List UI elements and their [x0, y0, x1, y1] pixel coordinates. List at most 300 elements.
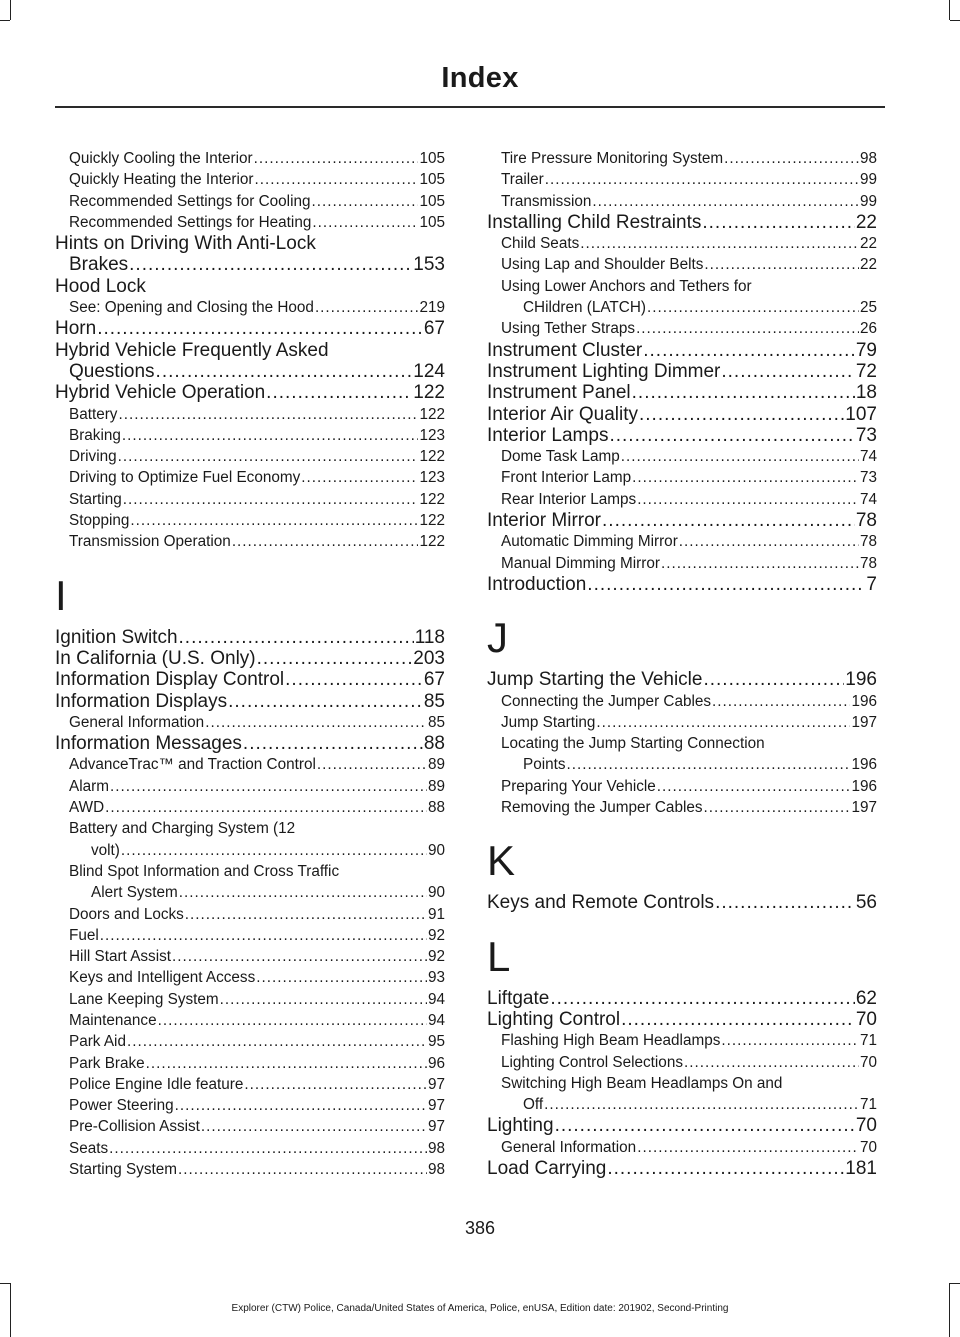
leader-dots: [257, 648, 413, 669]
index-subentry[interactable]: [55, 776, 445, 797]
page-number: 386: [464, 1218, 496, 1238]
entry-page-number[interactable]: 62: [855, 987, 877, 1009]
entry-label: Jump Starting the Vehicle: [487, 669, 703, 691]
entry-label: Flashing High Beam Headlamps: [501, 1032, 721, 1050]
entry-page-number[interactable]: 196: [845, 669, 877, 691]
entry-page-number[interactable]: 196: [851, 777, 877, 795]
entry-label: Park Aid: [69, 1033, 126, 1051]
leader-dots: [172, 946, 427, 967]
entry-label: Connecting the Jumper Cables: [501, 692, 712, 710]
index-entry[interactable]: [55, 669, 445, 690]
leader-dots: [179, 882, 427, 903]
index-subentry[interactable]: [487, 191, 877, 212]
entry-label: Lane Keeping System: [69, 990, 219, 1008]
leader-dots: [285, 669, 423, 690]
entry-label: Lighting: [487, 1115, 554, 1137]
leader-dots: [679, 531, 859, 552]
entry-page-number[interactable]: 105: [419, 150, 445, 167]
entry-label: Brakes: [69, 254, 129, 276]
leader-dots: [175, 1095, 427, 1116]
leader-dots: [122, 425, 419, 446]
index-subentry[interactable]: [55, 531, 445, 552]
entry-label: Alarm: [69, 777, 109, 795]
entry-label: Quickly Cooling the Interior: [69, 150, 253, 167]
index-subentry[interactable]: [55, 489, 445, 510]
entry-page-number[interactable]: 72: [855, 360, 877, 382]
leader-dots: [311, 191, 418, 212]
index-subentry[interactable]: [55, 754, 445, 775]
index-subentry[interactable]: [55, 712, 445, 733]
index-subentry[interactable]: [55, 967, 445, 988]
leader-dots: [661, 553, 859, 574]
leader-dots: [266, 382, 412, 403]
entry-page-number[interactable]: 78: [859, 554, 877, 572]
entry-page-number[interactable]: 22: [855, 211, 877, 233]
entry-label: Transmission: [501, 192, 592, 210]
leader-dots: [607, 1158, 844, 1179]
index-subentry[interactable]: [487, 797, 877, 818]
page-title: Index: [441, 62, 519, 94]
entry-label: Pre-Collision Assist: [69, 1118, 200, 1136]
entry-page-number[interactable]: 122: [419, 533, 445, 551]
index-entry[interactable]: [487, 1009, 877, 1030]
entry-page-number[interactable]: 74: [859, 448, 877, 466]
leader-dots: [317, 754, 427, 775]
entry-label-line1: Locating the Jump Starting Connection: [501, 735, 765, 753]
entry-label: Points: [523, 756, 566, 774]
index-entry[interactable]: [487, 510, 877, 531]
entry-page-number[interactable]: 107: [845, 403, 877, 425]
entry-page-number[interactable]: 97: [427, 1118, 445, 1136]
entry-label-line2: [69, 882, 445, 903]
entry-page-number[interactable]: 93: [427, 969, 445, 987]
index-subentry[interactable]: [55, 904, 445, 925]
index-subentry[interactable]: [55, 446, 445, 467]
index-subentry[interactable]: [55, 1116, 445, 1137]
entry-label: Alert System: [91, 884, 178, 902]
entry-page-number[interactable]: 123: [419, 469, 445, 487]
index-entry[interactable]: [55, 691, 445, 712]
leader-dots: [105, 797, 427, 818]
index-entry[interactable]: [487, 892, 877, 913]
entry-page-number[interactable]: 70: [855, 1008, 877, 1030]
entry-label: Driving: [69, 448, 117, 466]
leader-dots: [301, 467, 418, 488]
entry-label: Transmission Operation: [69, 533, 231, 551]
entry-page-number[interactable]: 67: [423, 318, 445, 340]
entry-page-number[interactable]: 22: [859, 256, 877, 274]
entry-label: Installing Child Restraints: [487, 211, 702, 233]
entry-label: In California (U.S. Only): [55, 647, 256, 669]
leader-dots: [592, 191, 859, 212]
entry-page-number[interactable]: 26: [859, 320, 877, 338]
entry-page-number[interactable]: 74: [859, 490, 877, 508]
entry-label-line2: [69, 840, 445, 861]
section-letter: J: [487, 614, 508, 662]
leader-dots: [567, 754, 851, 775]
index-subentry[interactable]: [55, 1074, 445, 1095]
entry-page-number[interactable]: 67: [423, 669, 445, 691]
index-entry[interactable]: [55, 233, 445, 276]
entry-page-number[interactable]: 118: [414, 626, 445, 648]
entry-page-number[interactable]: 78: [855, 510, 877, 532]
entry-page-number[interactable]: 96: [427, 1054, 445, 1072]
entry-page-number[interactable]: 97: [427, 1075, 445, 1093]
leader-dots: [205, 712, 427, 733]
index-entry[interactable]: [487, 425, 877, 446]
leader-dots: [544, 1094, 859, 1115]
entry-page-number[interactable]: 123: [419, 426, 445, 444]
index-subentry[interactable]: [487, 712, 877, 733]
leader-dots: [109, 1138, 427, 1159]
entry-page-number[interactable]: 88: [423, 733, 445, 755]
entry-label-line1: Hybrid Vehicle Frequently Asked: [55, 339, 329, 361]
index-subentry[interactable]: [487, 1073, 877, 1116]
leader-dots: [637, 489, 859, 510]
leader-dots: [703, 669, 844, 690]
index-subentry[interactable]: [487, 169, 877, 190]
leader-dots: [256, 967, 427, 988]
entry-page-number[interactable]: 98: [427, 1161, 445, 1179]
index-entry[interactable]: [487, 340, 877, 361]
entry-label: Quickly Heating the Interior: [69, 171, 254, 189]
entry-label: Recommended Settings for Cooling: [69, 192, 311, 210]
entry-label: Hybrid Vehicle Operation: [55, 382, 266, 404]
index-subentry[interactable]: [487, 776, 877, 797]
entry-page-number[interactable]: 153: [413, 254, 445, 276]
section-letter: L: [487, 932, 511, 980]
entry-label: Keys and Remote Controls: [487, 892, 715, 914]
entry-label: Keys and Intelligent Access: [69, 969, 256, 987]
footer-edition-info: Explorer (CTW) Police, Canada/United States of America, Police, enUSA, Edition date: 201902, Second-Printing: [231, 1303, 729, 1314]
leader-dots: [545, 169, 859, 190]
entry-label: Seats: [69, 1139, 109, 1157]
entry-page-number[interactable]: 70: [859, 1053, 877, 1071]
leader-dots: [704, 797, 851, 818]
entry-page-number[interactable]: 99: [859, 171, 877, 189]
index-subentry[interactable]: [487, 691, 877, 712]
entry-label: Load Carrying: [487, 1157, 607, 1179]
leader-dots: [146, 1053, 427, 1074]
index-subentry[interactable]: [55, 148, 445, 169]
entry-page-number[interactable]: 98: [427, 1139, 445, 1157]
entry-page-number[interactable]: 89: [427, 756, 445, 774]
index-subentry[interactable]: [55, 1095, 445, 1116]
entry-page-number[interactable]: 203: [413, 647, 445, 669]
index-entry[interactable]: [55, 733, 445, 754]
index-subentry[interactable]: [55, 989, 445, 1010]
index-entry[interactable]: [487, 1115, 877, 1136]
index-subentry[interactable]: [55, 1138, 445, 1159]
entry-page-number[interactable]: 122: [419, 512, 445, 530]
leader-dots: [636, 318, 859, 339]
entry-label: Lighting Control: [487, 1008, 621, 1030]
leader-dots: [632, 467, 859, 488]
entry-page-number[interactable]: 105: [419, 213, 445, 231]
index-subentry[interactable]: [55, 297, 445, 318]
entry-page-number[interactable]: 18: [855, 382, 877, 404]
leader-dots: [254, 148, 419, 169]
entry-label: Power Steering: [69, 1097, 174, 1115]
entry-label-line2: [55, 361, 445, 382]
leader-dots: [621, 1009, 855, 1030]
index-subentry[interactable]: [487, 733, 877, 776]
entry-page-number[interactable]: 88: [427, 799, 445, 817]
entry-label: See: Opening and Closing the Hood: [69, 299, 314, 317]
entry-label: Using Tether Straps: [501, 320, 636, 338]
entry-page-number[interactable]: 73: [855, 424, 877, 446]
entry-page-number[interactable]: 85: [427, 713, 445, 731]
crop-mark-top-right-h: [950, 20, 960, 21]
index-subentry[interactable]: [55, 861, 445, 904]
index-subentry[interactable]: [487, 233, 877, 254]
entry-page-number[interactable]: 95: [427, 1033, 445, 1051]
entry-page-number[interactable]: 98: [859, 150, 877, 167]
index-subentry[interactable]: [55, 1010, 445, 1031]
entry-page-number[interactable]: 219: [419, 299, 445, 317]
entry-page-number[interactable]: 71: [859, 1032, 877, 1050]
entry-label: Ignition Switch: [55, 626, 178, 648]
index-subentry[interactable]: [55, 925, 445, 946]
crop-mark-top-left-h: [0, 20, 10, 21]
index-subentry[interactable]: [55, 946, 445, 967]
index-entry[interactable]: [487, 669, 877, 690]
entry-page-number[interactable]: 94: [427, 1011, 445, 1029]
entry-label: Driving to Optimize Fuel Economy: [69, 469, 301, 487]
leader-dots: [724, 148, 859, 169]
entry-label: Information Display Control: [55, 669, 285, 691]
entry-page-number[interactable]: 89: [427, 777, 445, 795]
entry-label: AWD: [69, 799, 105, 817]
entry-label: Lighting Control Selections: [501, 1053, 683, 1071]
entry-label: Removing the Jumper Cables: [501, 799, 703, 817]
entry-page-number[interactable]: 196: [851, 692, 877, 710]
entry-label: Preparing Your Vehicle: [501, 777, 656, 795]
index-subentry[interactable]: [487, 446, 877, 467]
index-subentry[interactable]: [487, 276, 877, 319]
entry-page-number[interactable]: 122: [419, 405, 445, 423]
index-subentry[interactable]: [487, 553, 877, 574]
entry-label: Child Seats: [501, 235, 580, 253]
leader-dots: [702, 212, 854, 233]
index-subentry[interactable]: [55, 1053, 445, 1074]
leader-dots: [721, 361, 854, 382]
entry-label: Instrument Cluster: [487, 339, 643, 361]
index-subentry[interactable]: [487, 1030, 877, 1051]
entry-page-number[interactable]: 197: [851, 799, 877, 817]
entry-label: Manual Dimming Mirror: [501, 554, 660, 572]
leader-dots: [315, 297, 419, 318]
index-subentry[interactable]: [55, 404, 445, 425]
entry-page-number[interactable]: 73: [859, 469, 877, 487]
entry-page-number[interactable]: 99: [859, 192, 877, 210]
index-subentry[interactable]: [55, 1159, 445, 1180]
crop-mark-bottom-left-h: [0, 1283, 10, 1284]
entry-page-number[interactable]: 97: [427, 1097, 445, 1115]
index-subentry[interactable]: [487, 254, 877, 275]
entry-label: Introduction: [487, 573, 587, 595]
index-entry[interactable]: [487, 1158, 877, 1179]
section-letter: I: [55, 571, 67, 619]
index-entry[interactable]: [487, 361, 877, 382]
index-subentry[interactable]: [487, 489, 877, 510]
leader-dots: [704, 254, 859, 275]
index-column-right: [487, 148, 877, 1179]
leader-dots: [580, 233, 859, 254]
entry-page-number[interactable]: 22: [859, 235, 877, 253]
leader-dots: [118, 446, 419, 467]
entry-label: Starting: [69, 490, 122, 508]
leader-dots: [185, 904, 427, 925]
entry-page-number[interactable]: 124: [413, 360, 445, 382]
crop-mark-bottom-right-h: [950, 1283, 960, 1284]
leader-dots: [232, 531, 419, 552]
entry-label-line1: Switching High Beam Headlamps On and: [501, 1074, 783, 1092]
entry-page-number[interactable]: 7: [866, 573, 877, 595]
index-subentry[interactable]: [55, 169, 445, 190]
entry-label: Fuel: [69, 926, 99, 944]
leader-dots: [127, 1031, 427, 1052]
leader-dots: [602, 510, 855, 531]
index-subentry[interactable]: [55, 510, 445, 531]
leader-dots: [158, 1010, 427, 1031]
index-entry[interactable]: [487, 212, 877, 233]
entry-label-line1: Hints on Driving With Anti-Lock: [55, 233, 316, 255]
index-subentry[interactable]: [55, 818, 445, 861]
entry-page-number[interactable]: 92: [427, 948, 445, 966]
index-entry[interactable]: [487, 574, 877, 595]
index-subentry[interactable]: [55, 797, 445, 818]
entry-page-number[interactable]: 181: [845, 1157, 877, 1179]
entry-label: AdvanceTrac™ and Traction Control: [69, 756, 316, 774]
leader-dots: [632, 382, 855, 403]
entry-label: Police Engine Idle feature: [69, 1075, 244, 1093]
index-entry[interactable]: [55, 627, 445, 648]
entry-label: Hill Start Assist: [69, 948, 171, 966]
index-subentry[interactable]: [487, 467, 877, 488]
leader-dots: [555, 1115, 855, 1136]
entry-page-number[interactable]: 92: [427, 926, 445, 944]
entry-label: Recommended Settings for Heating: [69, 213, 312, 231]
leader-dots: [639, 404, 844, 425]
entry-page-number[interactable]: 105: [419, 192, 445, 210]
leader-dots: [637, 1137, 859, 1158]
entry-label-line2: [501, 754, 877, 775]
entry-label: Maintenance: [69, 1011, 157, 1029]
entry-label-line1: Using Lower Anchors and Tethers for: [501, 277, 752, 295]
entry-page-number[interactable]: 25: [859, 299, 877, 317]
leader-dots: [100, 925, 427, 946]
entry-label: Interior Air Quality: [487, 403, 638, 425]
entry-page-number[interactable]: 122: [419, 490, 445, 508]
index-subentry[interactable]: [55, 425, 445, 446]
leader-dots: [243, 733, 423, 754]
entry-page-number[interactable]: 90: [427, 841, 445, 859]
entry-label: volt): [91, 841, 120, 859]
entry-page-number[interactable]: 122: [419, 448, 445, 466]
index-subentry[interactable]: [55, 212, 445, 233]
leader-dots: [110, 776, 427, 797]
leader-dots: [647, 297, 859, 318]
entry-label: Instrument Panel: [487, 382, 631, 404]
entry-page-number[interactable]: 105: [419, 171, 445, 189]
index-subentry[interactable]: [55, 1031, 445, 1052]
leader-dots: [684, 1052, 859, 1073]
leader-dots: [712, 691, 850, 712]
index-subentry[interactable]: [55, 467, 445, 488]
leader-dots: [312, 212, 418, 233]
entry-page-number[interactable]: 91: [427, 905, 445, 923]
entry-label: General Information: [69, 713, 205, 731]
index-entry[interactable]: [55, 340, 445, 383]
entry-page-number[interactable]: 122: [413, 382, 445, 404]
entry-page-number[interactable]: 78: [859, 533, 877, 551]
entry-label: Using Lap and Shoulder Belts: [501, 256, 704, 274]
leader-dots: [244, 1074, 427, 1095]
entry-page-number[interactable]: 197: [851, 713, 877, 731]
index-entry[interactable]: [55, 648, 445, 669]
leader-dots: [123, 489, 419, 510]
entry-label: Jump Starting: [501, 713, 596, 731]
entry-page-number[interactable]: 56: [855, 892, 877, 914]
entry-label-line1: Battery and Charging System (12: [69, 820, 296, 838]
index-entry[interactable]: [487, 404, 877, 425]
entry-page-number[interactable]: 85: [423, 690, 445, 712]
leader-dots: [156, 361, 413, 382]
leader-dots: [179, 627, 414, 648]
leader-dots: [201, 1116, 427, 1137]
entry-page-number[interactable]: 94: [427, 990, 445, 1008]
index-subentry[interactable]: [487, 148, 877, 169]
index-entry[interactable]: [487, 988, 877, 1009]
index-heading: Hood Lock: [55, 275, 146, 297]
entry-page-number[interactable]: 70: [859, 1138, 877, 1156]
index-column-left: [55, 148, 445, 1180]
entry-page-number[interactable]: 90: [427, 884, 445, 902]
index-entry[interactable]: [55, 382, 445, 403]
entry-label: Trailer: [501, 171, 544, 189]
section-letter: K: [487, 837, 516, 885]
index-subentry[interactable]: [487, 531, 877, 552]
entry-page-number[interactable]: 70: [855, 1115, 877, 1137]
index-entry[interactable]: [487, 382, 877, 403]
entry-label: Front Interior Lamp: [501, 469, 632, 487]
entry-label: CHildren (LATCH): [523, 299, 646, 317]
entry-label-line2: [501, 1094, 877, 1115]
entry-label: Doors and Locks: [69, 905, 184, 923]
leader-dots: [621, 446, 859, 467]
entry-page-number[interactable]: 79: [855, 339, 877, 361]
leader-dots: [130, 510, 418, 531]
entry-label: Battery: [69, 405, 118, 423]
index-subentry[interactable]: [487, 1052, 877, 1073]
index-subentry[interactable]: [487, 318, 877, 339]
index-subentry[interactable]: [55, 191, 445, 212]
leader-dots: [220, 989, 427, 1010]
entry-label-line2: [501, 297, 877, 318]
entry-label: Off: [523, 1096, 544, 1114]
entry-label: Horn: [55, 318, 97, 340]
entry-label-line2: [55, 254, 445, 275]
entry-page-number[interactable]: 71: [859, 1096, 877, 1114]
leader-dots: [643, 340, 855, 361]
entry-page-number[interactable]: 196: [851, 756, 877, 774]
leader-dots: [118, 404, 418, 425]
index-entry[interactable]: [55, 318, 445, 339]
entry-label: Rear Interior Lamps: [501, 490, 637, 508]
entry-label: Tire Pressure Monitoring System: [501, 150, 724, 167]
index-subentry[interactable]: [487, 1137, 877, 1158]
